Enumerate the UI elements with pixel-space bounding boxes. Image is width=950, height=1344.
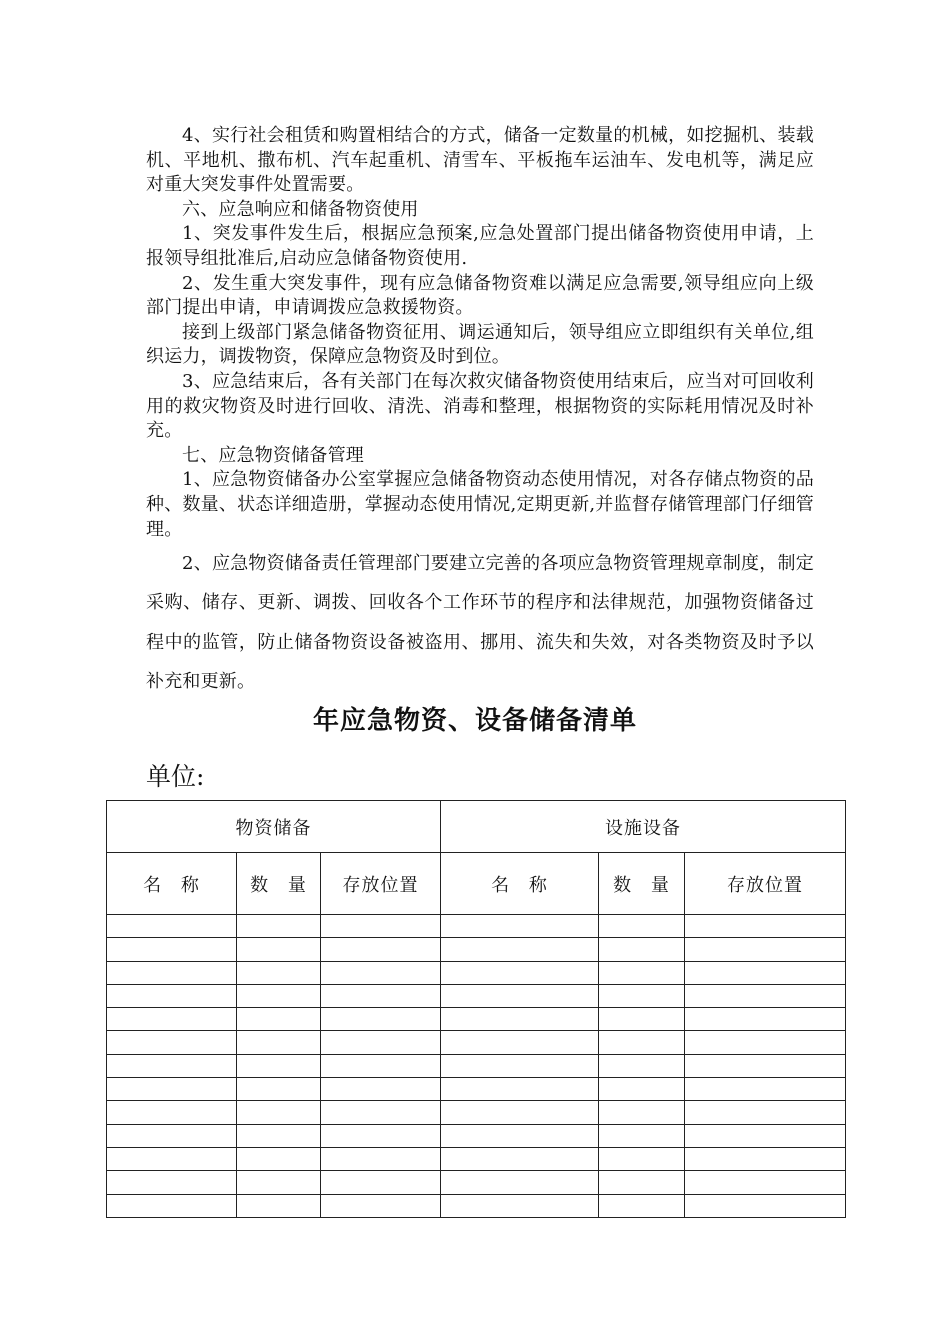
table-cell[interactable] — [685, 1194, 846, 1217]
table-cell[interactable] — [599, 938, 685, 961]
group-header-materials: 物资储备 — [107, 801, 441, 853]
table-cell[interactable] — [107, 1031, 237, 1054]
table-row — [107, 1031, 846, 1054]
paragraph-response-3: 3、应急结束后，各有关部门在每次救灾储备物资使用结束后，应当对可回收利用的救灾物资及时进行回收、清洗、消毒和整理，根据物资的实际耗用情况及时补充。 — [146, 370, 814, 442]
paragraph-requisition: 接到上级部门紧急储备物资征用、调运通知后，领导组应立即组织有关单位,组织运力，调拨物资，保障应急物资及时到位。 — [146, 321, 814, 368]
table-cell[interactable] — [237, 961, 321, 984]
paragraph-management-2: 2、应急物资储备责任管理部门要建立完善的各项应急物资管理规章制度，制定采购、储存、更新、调拨、回收各个工作环节的程序和法律规范，加强物资储备过程中的监管，防止储备物资设备被盗用、挪用、流失和失效，对各类物资及时予以补充和更新。 — [146, 553, 814, 692]
table-cell[interactable] — [599, 1101, 685, 1124]
table-cell[interactable] — [321, 1008, 441, 1031]
table-cell[interactable] — [599, 1031, 685, 1054]
col-header-material-location: 存放位置 — [321, 853, 441, 915]
table-cell[interactable] — [321, 1031, 441, 1054]
table-cell[interactable] — [107, 1124, 237, 1147]
table-cell[interactable] — [237, 938, 321, 961]
table-cell[interactable] — [237, 1101, 321, 1124]
table-cell[interactable] — [321, 938, 441, 961]
table-cell[interactable] — [107, 915, 237, 938]
col-header-material-quantity: 数 量 — [237, 853, 321, 915]
table-cell[interactable] — [441, 1031, 599, 1054]
table-column-header-row — [107, 853, 846, 915]
paragraph-machinery: 4、实行社会租赁和购置相结合的方式，储备一定数量的机械，如挖掘机、装载机、平地机、撒布机、汽车起重机、清雪车、平板拖车运油车、发电机等，满足应对重大突发事件处置需要。 — [146, 125, 814, 196]
inventory-title: 年应急物资、设备储备清单 — [312, 706, 637, 736]
col-header-equipment-name: 名 称 — [441, 853, 599, 915]
table-cell[interactable] — [321, 984, 441, 1007]
table-cell[interactable] — [599, 1078, 685, 1101]
table-cell[interactable] — [237, 1171, 321, 1194]
table-row — [107, 1008, 846, 1031]
table-cell[interactable] — [441, 1054, 599, 1077]
table-row — [107, 1078, 846, 1101]
table-cell[interactable] — [599, 1194, 685, 1217]
table-cell[interactable] — [685, 1031, 846, 1054]
table-cell[interactable] — [237, 984, 321, 1007]
table-row — [107, 961, 846, 984]
table-cell[interactable] — [685, 1101, 846, 1124]
table-row — [107, 938, 846, 961]
table-cell[interactable] — [321, 1171, 441, 1194]
table-cell[interactable] — [441, 1101, 599, 1124]
table-cell[interactable] — [321, 1124, 441, 1147]
table-cell[interactable] — [685, 1078, 846, 1101]
table-cell[interactable] — [321, 1054, 441, 1077]
table-cell[interactable] — [441, 1124, 599, 1147]
group-header-equipment: 设施设备 — [441, 801, 846, 853]
section-heading-management: 七、应急物资储备管理 — [182, 444, 364, 466]
table-cell[interactable] — [321, 915, 441, 938]
table-cell[interactable] — [685, 1171, 846, 1194]
table-cell[interactable] — [441, 1078, 599, 1101]
table-cell[interactable] — [237, 1194, 321, 1217]
table-cell[interactable] — [107, 1101, 237, 1124]
table-cell[interactable] — [107, 1147, 237, 1170]
table-cell[interactable] — [441, 1171, 599, 1194]
table-row — [107, 1054, 846, 1077]
col-header-material-name: 名 称 — [107, 853, 237, 915]
table-cell[interactable] — [599, 984, 685, 1007]
table-cell[interactable] — [107, 1078, 237, 1101]
table-row — [107, 915, 846, 938]
table-cell[interactable] — [685, 1147, 846, 1170]
table-cell[interactable] — [441, 984, 599, 1007]
table-cell[interactable] — [685, 1124, 846, 1147]
table-cell[interactable] — [441, 915, 599, 938]
table-cell[interactable] — [321, 1147, 441, 1170]
paragraph-response-1: 1、突发事件发生后，根据应急预案,应急处置部门提出储备物资使用申请，上报领导组批准后,启动应急储备物资使用. — [146, 223, 814, 269]
table-cell[interactable] — [107, 1194, 237, 1217]
table-cell[interactable] — [599, 961, 685, 984]
table-cell[interactable] — [237, 915, 321, 938]
table-row — [107, 1124, 846, 1147]
table-cell[interactable] — [107, 1171, 237, 1194]
table-cell[interactable] — [321, 1078, 441, 1101]
table-row — [107, 1171, 846, 1194]
table-cell[interactable] — [599, 915, 685, 938]
table-cell[interactable] — [685, 938, 846, 961]
table-cell[interactable] — [321, 1194, 441, 1217]
table-cell[interactable] — [441, 938, 599, 961]
table-cell[interactable] — [685, 1008, 846, 1031]
table-cell[interactable] — [599, 1008, 685, 1031]
table-row — [107, 1147, 846, 1170]
table-cell[interactable] — [107, 984, 237, 1007]
table-row — [107, 984, 846, 1007]
body-text-loose — [146, 544, 814, 701]
table-cell[interactable] — [441, 1194, 599, 1217]
table-cell[interactable] — [599, 1054, 685, 1077]
table-cell[interactable] — [599, 1147, 685, 1170]
table-cell[interactable] — [321, 961, 441, 984]
table-cell[interactable] — [237, 1008, 321, 1031]
table-cell[interactable] — [107, 1008, 237, 1031]
unit-label: 单位: — [146, 762, 205, 791]
section-heading-response: 六、应急响应和储备物资使用 — [182, 198, 419, 220]
table-cell[interactable] — [237, 1078, 321, 1101]
table-cell[interactable] — [685, 961, 846, 984]
table-cell[interactable] — [441, 1147, 599, 1170]
table-cell[interactable] — [237, 1124, 321, 1147]
table-cell[interactable] — [237, 1031, 321, 1054]
table-row — [107, 1101, 846, 1124]
col-header-equipment-quantity: 数 量 — [599, 853, 685, 915]
table-body — [107, 915, 846, 1218]
table-cell[interactable] — [685, 915, 846, 938]
table-cell[interactable] — [107, 938, 237, 961]
table-cell[interactable] — [441, 1008, 599, 1031]
body-text-dense — [146, 124, 814, 542]
table-group-header-row — [107, 801, 846, 853]
table-cell[interactable] — [599, 1124, 685, 1147]
table-cell[interactable] — [441, 961, 599, 984]
table-cell[interactable] — [685, 1054, 846, 1077]
table-cell[interactable] — [107, 961, 237, 984]
table-cell[interactable] — [107, 1054, 237, 1077]
table-cell[interactable] — [321, 1101, 441, 1124]
paragraph-response-2: 2、发生重大突发事件，现有应急储备物资难以满足应急需要,领导组应向上级部门提出申请，申请调拨应急救援物资。 — [146, 272, 814, 319]
paragraph-management-1: 1、应急物资储备办公室掌握应急储备物资动态使用情况，对各存储点物资的品种、数量、状态详细造册，掌握动态使用情况,定期更新,并监督存储管理部门仔细管理。 — [146, 469, 814, 540]
inventory-table — [106, 800, 846, 1218]
table-cell[interactable] — [237, 1147, 321, 1170]
col-header-equipment-location: 存放位置 — [685, 853, 846, 915]
table-cell[interactable] — [599, 1171, 685, 1194]
table-cell[interactable] — [685, 984, 846, 1007]
table-row — [107, 1194, 846, 1217]
table-cell[interactable] — [237, 1054, 321, 1077]
